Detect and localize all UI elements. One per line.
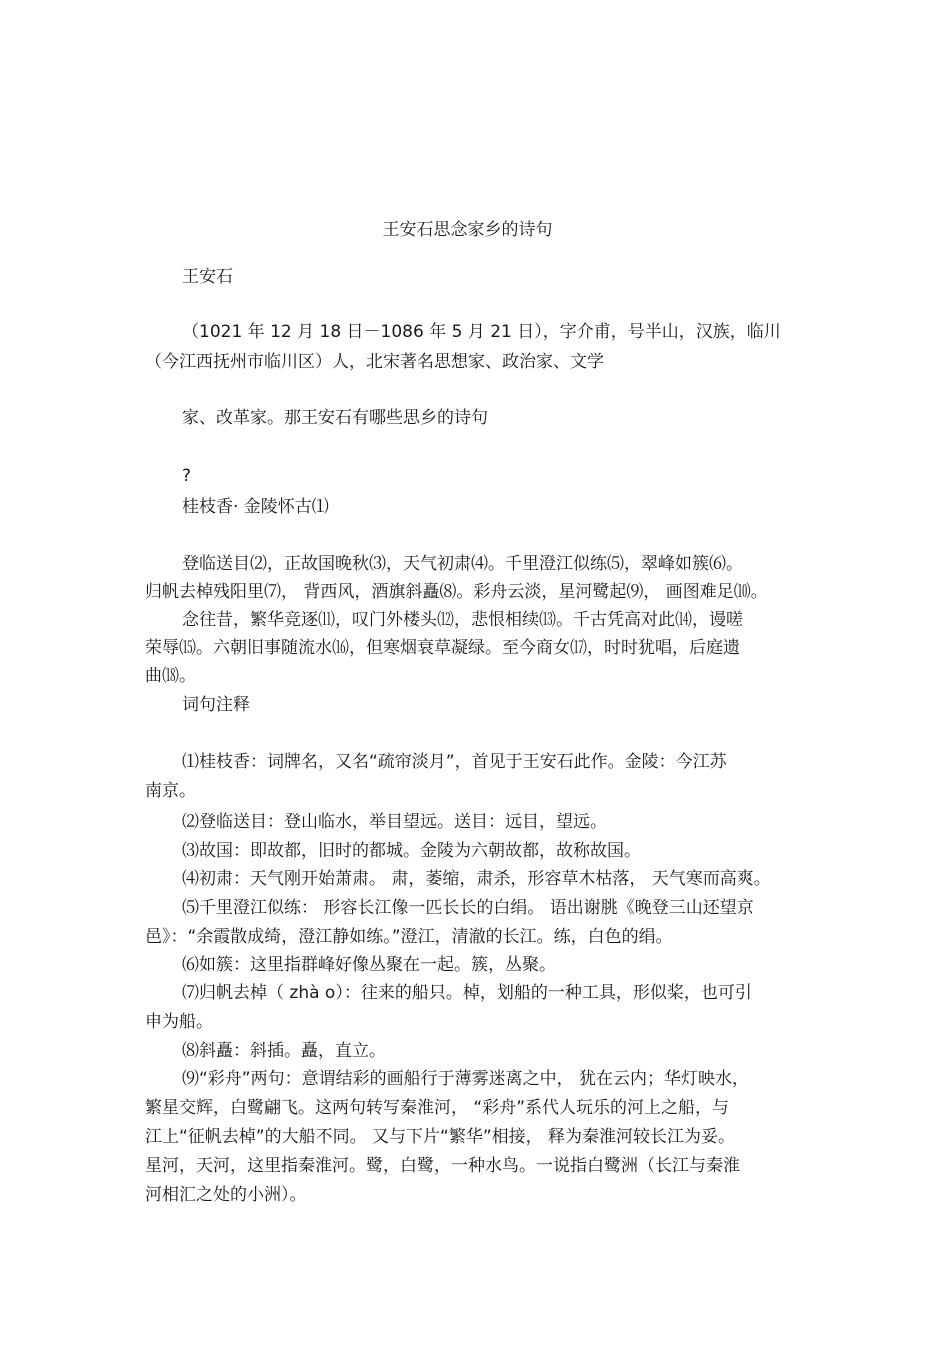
- intro-line: 家、改革家。那王安石有哪些思乡的诗句: [182, 408, 488, 428]
- poem-line: 曲⒅。: [145, 666, 196, 686]
- note-line: ⑼“彩舟”两句：意谓结彩的画船行于薄雾迷离之中， 犹在云内；华灯映水，: [182, 1069, 750, 1089]
- note-line: ⑺归帆去棹（ zhà o）：往来的船只。棹，划船的一种工具，形似桨，也可引: [182, 983, 752, 1003]
- note-line: 河相汇之处的小洲）。: [145, 1185, 307, 1205]
- note-line: 邑》：“余霞散成绮，澄江静如练。”澄江，清澈的长江。练，白色的绢。: [145, 927, 673, 947]
- note-line: ⑵登临送目：登山临水，举目望远。送目：远目，望远。: [182, 812, 607, 832]
- note-line: ⑻斜矗：斜插。矗，直立。: [182, 1041, 386, 1061]
- note-line: ⑷初肃：天气刚开始萧肃。 肃，萎缩，肃杀，形容草木枯落， 天气寒而高爽。: [182, 869, 771, 889]
- poem-title: 桂枝香· 金陵怀古⑴: [182, 497, 329, 517]
- notes-heading: 词句注释: [182, 695, 250, 715]
- note-line: ⑴桂枝香：词牌名，又名“疏帘淡月”，首见于王安石此作。金陵：今江苏: [182, 752, 727, 772]
- note-line: ⑹如簇：这里指群峰好像丛聚在一起。簇，丛聚。: [182, 955, 556, 975]
- poem-line: 归帆去棹残阳里⑺， 背西风，酒旗斜矗⑻。彩舟云淡，星河鹭起⑼， 画图难足⑽。: [145, 582, 768, 602]
- poem-line: 念往昔，繁华竞逐⑾，叹门外楼头⑿，悲恨相续⒀。千古凭高对此⒁，谩嗟: [182, 610, 743, 630]
- intro-line: （1021 年 12 月 18 日－1086 年 5 月 21 日），字介甫，号半山，汉族，临川: [182, 322, 781, 342]
- intro-line: ?: [182, 466, 192, 486]
- note-line: 南京。: [145, 781, 196, 801]
- note-line: 申为船。: [145, 1012, 213, 1032]
- document-title: 王安石思念家乡的诗句: [382, 220, 553, 240]
- poem-line: 登临送目⑵，正故国晚秋⑶，天气初肃⑷。千里澄江似练⑸，翠峰如簇⑹。: [182, 554, 743, 574]
- note-line: ⑸千里澄江似练： 形容长江像一匹长长的白绢。 语出谢朓《晚登三山还望京: [182, 898, 754, 918]
- note-line: 繁星交辉，白鹭翩飞。这两句转写秦淮河， “彩舟”系代人玩乐的河上之船，与: [145, 1098, 730, 1118]
- author-name: 王安石: [182, 267, 233, 287]
- note-line: 江上“征帆去棹”的大船不同。 又与下片“繁华”相接， 释为秦淮河较长江为妥。: [145, 1127, 736, 1147]
- note-line: ⑶故国：即故都，旧时的都城。金陵为六朝故都，故称故国。: [182, 841, 641, 861]
- poem-line: 荣辱⒂。六朝旧事随流水⒃，但寒烟衰草凝绿。至今商女⒄，时时犹唱，后庭遗: [145, 638, 740, 658]
- intro-line: （今江西抚州市临川区）人，北宋著名思想家、政治家、文学: [145, 352, 604, 372]
- note-line: 星河，天河，这里指秦淮河。鹭，白鹭，一种水鸟。一说指白鹭洲（长江与秦淮: [145, 1156, 740, 1176]
